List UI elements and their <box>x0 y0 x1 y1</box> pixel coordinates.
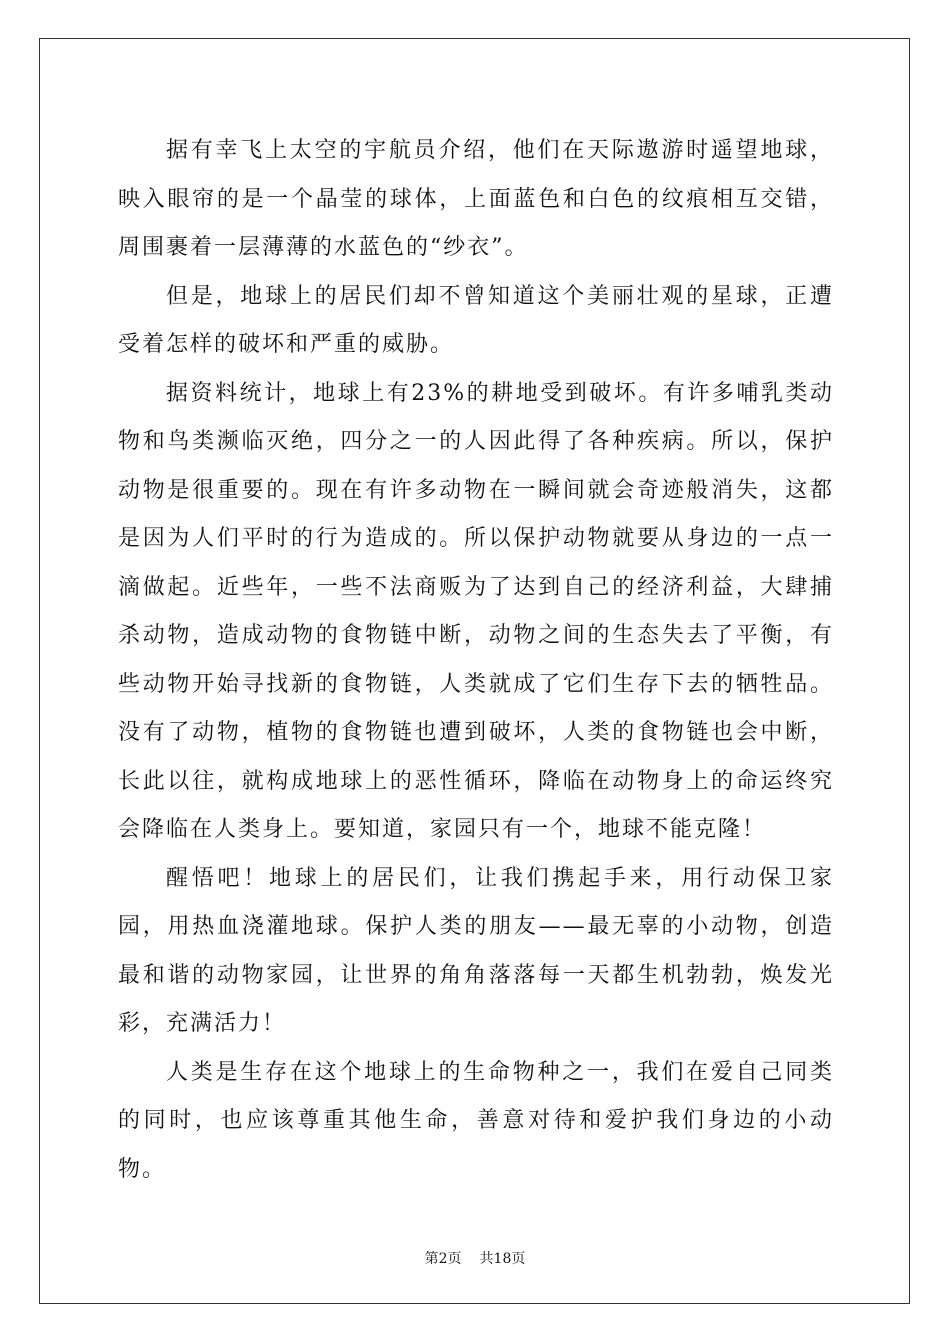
paragraph-4: 醒悟吧！地球上的居民们，让我们携起手来，用行动保卫家园，用热血浇灌地球。保护人类的朋友——最无辜的小动物，创造最和谐的动物家园，让世界的角角落落每一天都生机勃勃，焕发光彩，充满活力！ <box>118 865 834 1036</box>
page-footer <box>0 1248 950 1268</box>
page-total: 共18页 <box>479 1251 526 1267</box>
paragraph-2: 但是，地球上的居民们却不曾知道这个美丽壮观的星球，正遭受着怎样的破坏和严重的威胁。 <box>118 283 834 357</box>
page-number: 第2页 <box>424 1251 462 1267</box>
paragraph-3: 据资料统计，地球上有23%的耕地受到破坏。有许多哺乳类动物和鸟类濒临灭绝，四分之一的人因此得了各种疾病。所以，保护动物是很重要的。现在有许多动物在一瞬间就会奇迹般消失，这都是因为人们平时的行为造成的。所以保护动物就要从身边的一点一滴做起。近些年，一些不法商贩为了达到自己的经济利益，大肆捕杀动物，造成动物的食物链中断，动物之间的生态失去了平衡，有些动物开始寻找新的食物链，人类就成了它们生存下去的牺牲品。没有了动物，植物的食物链也遭到破坏，人类的食物链也会中断，长此以往，就构成地球上的恶性循环，降临在动物身上的命运终究会降临在人类身上。要知道，家园只有一个，地球不能克隆！ <box>118 380 834 842</box>
document-body <box>118 127 834 1194</box>
paragraph-5: 人类是生存在这个地球上的生命物种之一，我们在爱自己同类的同时，也应该尊重其他生命，善意对待和爱护我们身边的小动物。 <box>118 1059 834 1182</box>
paragraph-1: 据有幸飞上太空的宇航员介绍，他们在天际遨游时遥望地球，映入眼帘的是一个晶莹的球体，上面蓝色和白色的纹痕相互交错，周围裹着一层薄薄的水蓝色的“纱衣”。 <box>118 138 834 260</box>
